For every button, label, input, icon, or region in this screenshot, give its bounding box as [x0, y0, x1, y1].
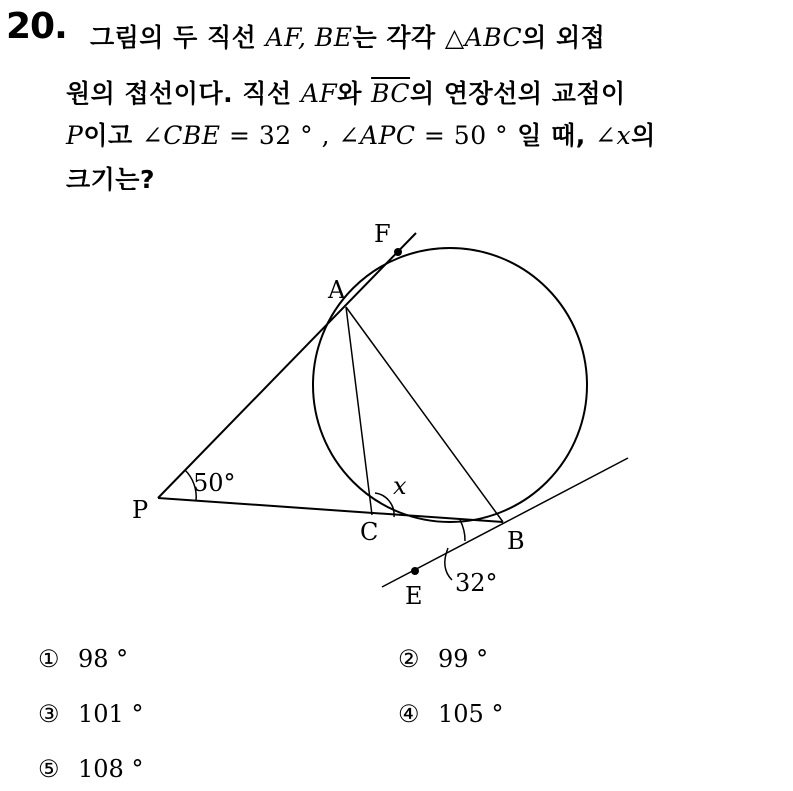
choice-1-value: 98 °: [78, 645, 129, 673]
question-line-4: 크기는?: [66, 165, 155, 194]
label-f: F: [374, 220, 391, 248]
q3-angle-x: x: [616, 121, 632, 150]
q2-text-a: 원의 접선이다. 직선: [66, 79, 301, 108]
choice-4-marker: ④: [398, 700, 420, 728]
tangent-line-be: [382, 458, 628, 587]
choice-4-value: 105 °: [438, 700, 504, 728]
q3-text-i: 일 때,: [508, 121, 595, 150]
q3-angle-2: APC: [359, 121, 416, 150]
choice-3-value: 101 °: [78, 700, 144, 728]
q1-text-a: 그림의 두 직선: [90, 23, 266, 52]
choice-2[interactable]: [398, 645, 488, 673]
question-number: 20.: [6, 6, 67, 47]
label-e: E: [405, 582, 423, 610]
choice-3[interactable]: [38, 700, 143, 728]
q3-text-l: 의: [631, 121, 656, 150]
choice-5-marker: ⑤: [38, 755, 60, 783]
q2-text-c: 와: [337, 79, 372, 108]
label-p: P: [132, 496, 149, 524]
q3-angle-1: CBE: [163, 121, 221, 150]
angle-symbol-3: ∠: [595, 121, 617, 150]
q1-text-c: 는 각각: [352, 23, 445, 52]
q1-text-f: 의 외접: [522, 23, 606, 52]
choice-4[interactable]: [398, 700, 503, 728]
q1-lines: AF, BE: [265, 23, 353, 52]
q2-segment: $\overline{BC}$: [371, 79, 411, 108]
q3-text-b: 이고: [83, 121, 142, 150]
q3-value-1: = 32 ° ,: [220, 121, 339, 150]
choice-5-value: 108 °: [78, 755, 144, 783]
label-angle-32: 32°: [455, 569, 498, 597]
angle-arc-b: [460, 520, 465, 541]
label-angle-50: 50°: [193, 469, 236, 497]
triangle-symbol: △: [444, 23, 465, 52]
label-c: C: [360, 518, 379, 546]
tangent-line-af: [158, 233, 416, 498]
choice-2-marker: ②: [398, 645, 420, 673]
label-x: x: [393, 472, 407, 500]
q2-line: AF: [300, 79, 338, 108]
choice-2-value: 99 °: [438, 645, 489, 673]
q1-triangle-name: ABC: [464, 23, 523, 52]
angle-symbol-2: ∠: [338, 121, 360, 150]
point-f-dot: [394, 248, 402, 256]
circumcircle: [313, 248, 587, 522]
choice-5[interactable]: [38, 755, 143, 783]
label-a: A: [328, 276, 346, 304]
line-pb: [158, 498, 503, 522]
choice-1[interactable]: [38, 645, 128, 673]
point-e-dot: [411, 567, 419, 575]
angle-symbol-1: ∠: [141, 121, 164, 150]
q3-point: P: [66, 121, 84, 150]
choice-3-marker: ③: [38, 700, 60, 728]
q3-value-2: = 50 °: [415, 121, 509, 150]
q2-text-e: 의 연장선의 교점이: [410, 79, 626, 108]
label-b: B: [507, 527, 525, 555]
choice-1-marker: ①: [38, 645, 60, 673]
